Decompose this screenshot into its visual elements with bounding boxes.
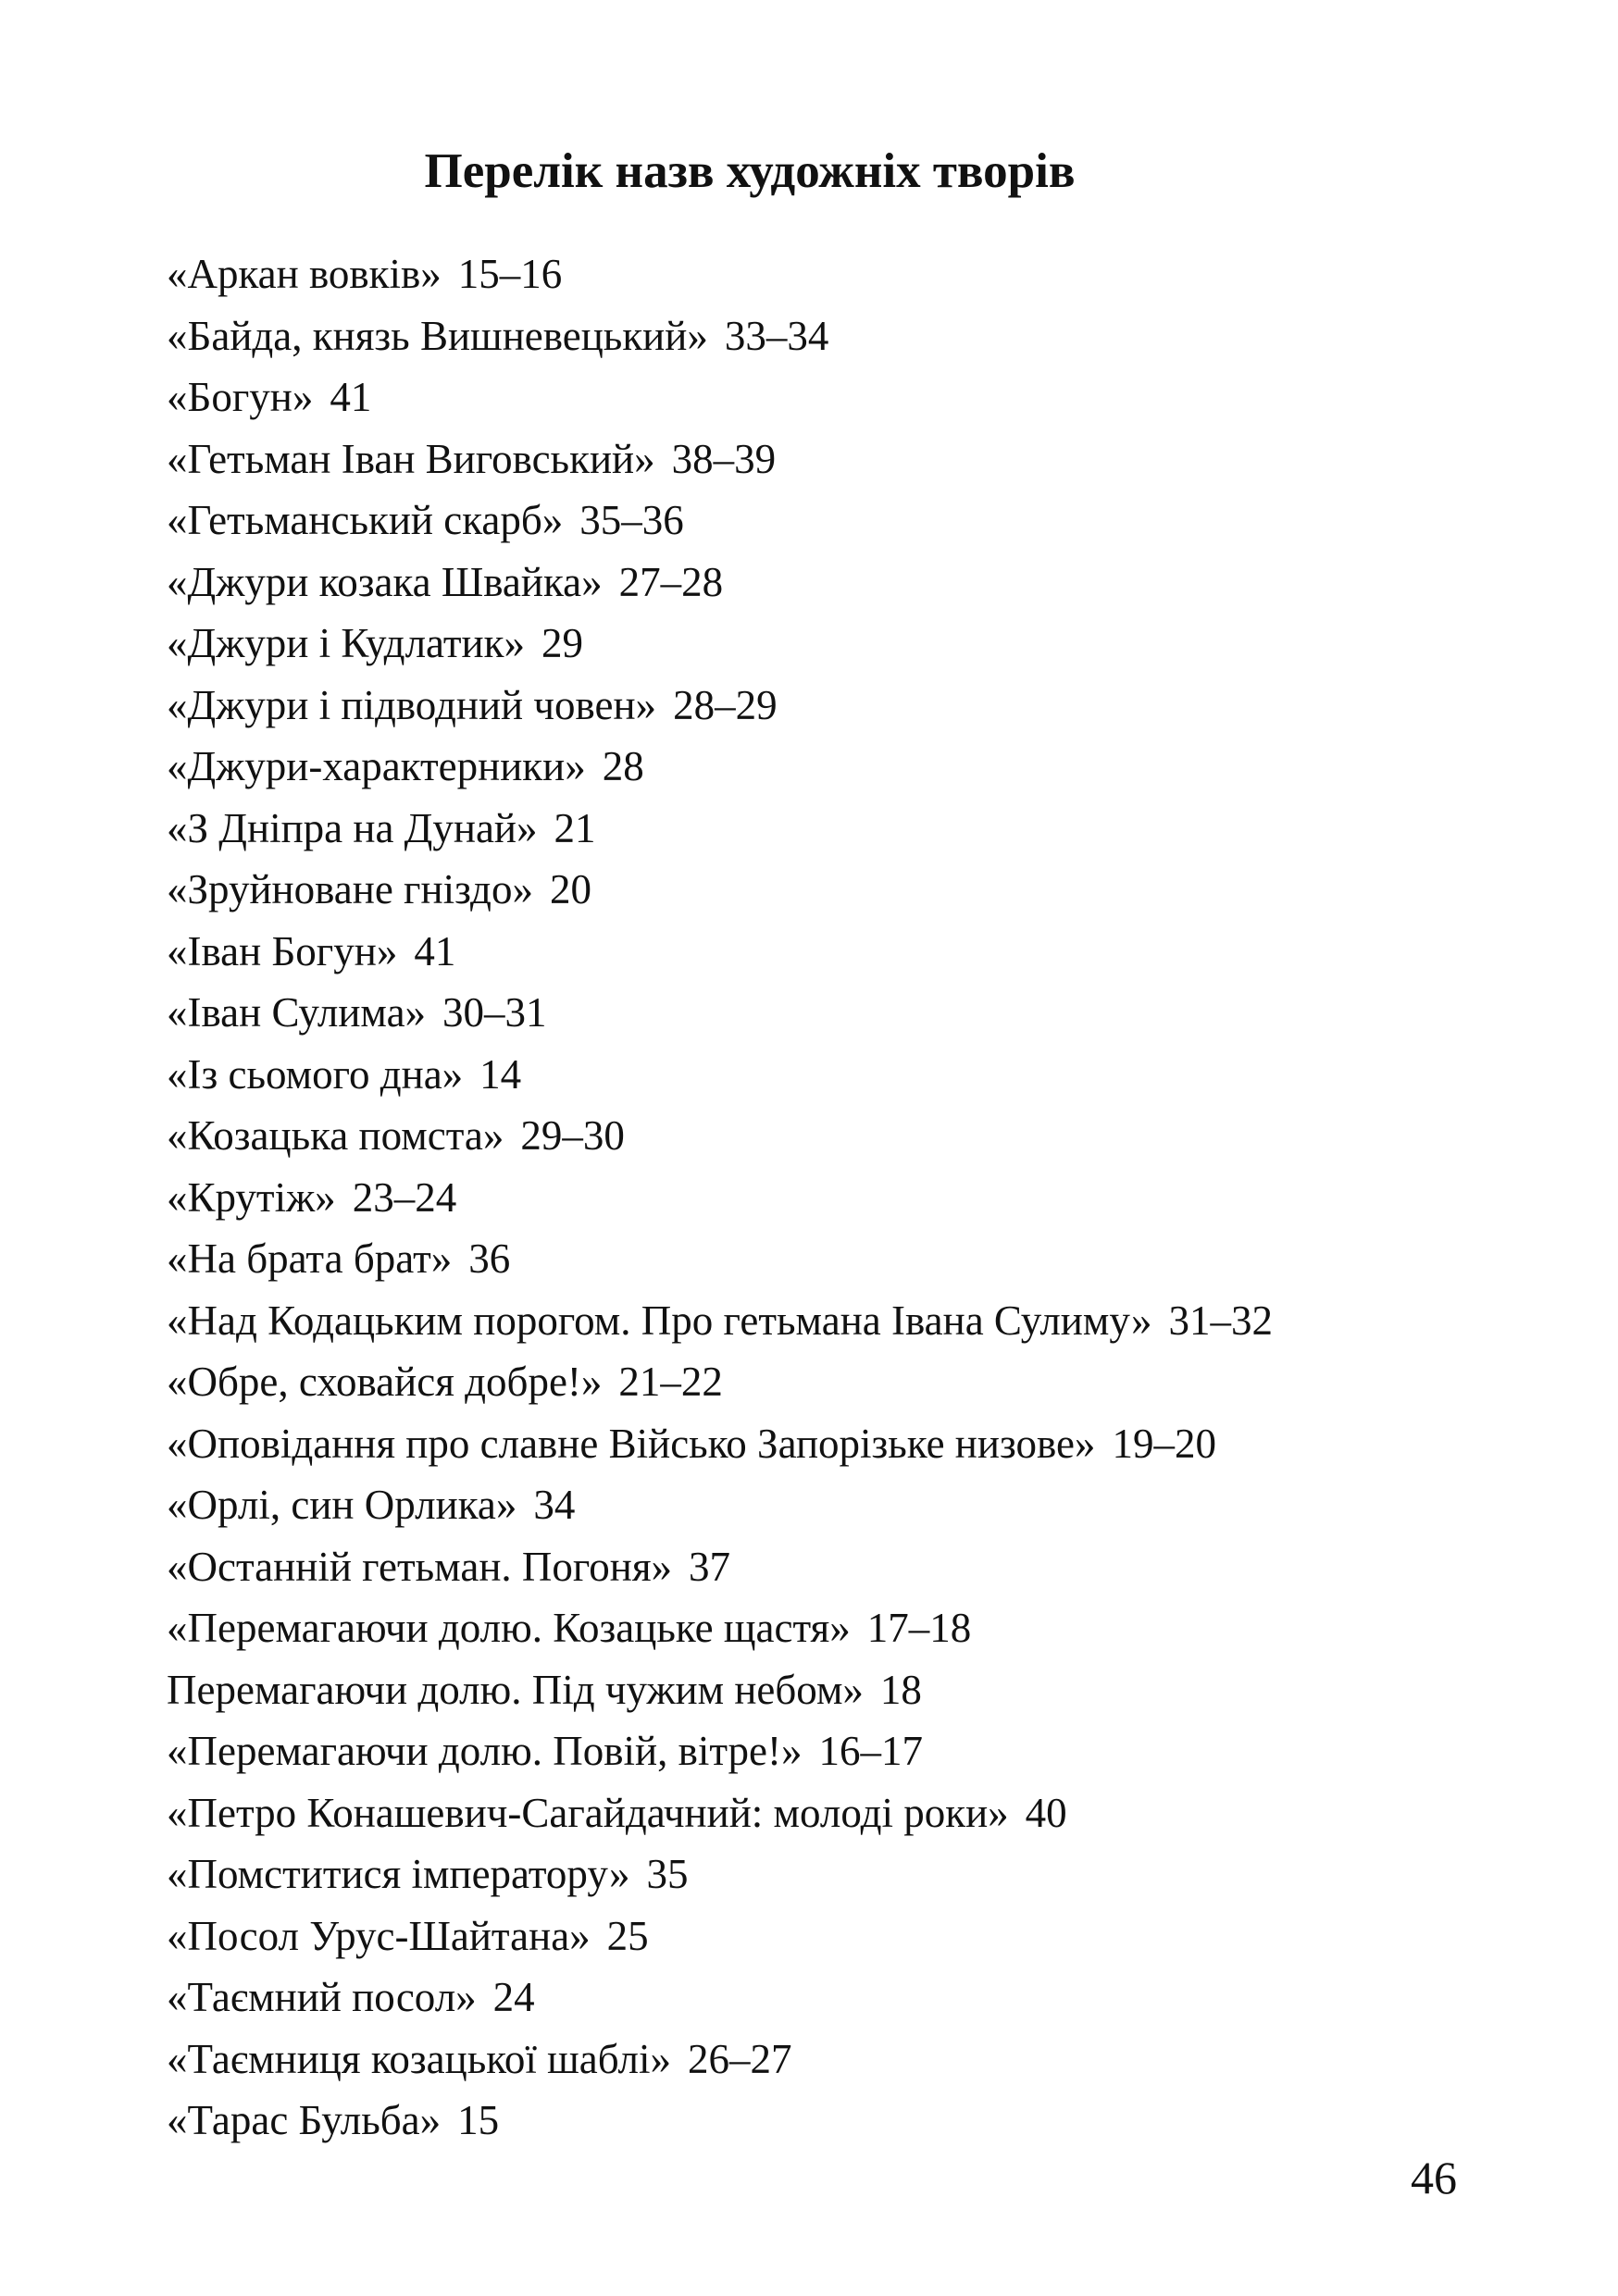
entry-title: «Байда, князь Вишневецький» xyxy=(167,312,708,359)
entry-title: «Оповідання про славне Військо Запорізьке низове» xyxy=(167,1420,1096,1467)
entry-title: «Таємниця козацької шаблі» xyxy=(167,2035,671,2082)
entry-pages: 27–28 xyxy=(618,558,724,605)
list-item xyxy=(167,1228,1273,1290)
entry-pages: 14 xyxy=(479,1050,522,1098)
list-item xyxy=(167,1905,1273,1967)
list-item xyxy=(167,613,1273,675)
entry-pages: 15 xyxy=(457,2097,500,2143)
list-item xyxy=(167,1167,1273,1229)
list-item xyxy=(167,1351,1273,1413)
entry-title: «Джури і підводний човен» xyxy=(167,681,657,728)
entry-pages: 41 xyxy=(330,374,372,420)
list-item xyxy=(167,1413,1273,1475)
list-item xyxy=(167,1597,1273,1659)
entry-title: «Над Кодацьким порогом. Про гетьмана Івана Сулиму» xyxy=(167,1297,1152,1344)
entry-title: «Зруйноване гніздо» xyxy=(167,866,533,912)
entry-title: «Петро Конашевич-Сагайдачний: молоді роки» xyxy=(167,1789,1009,1836)
entry-title: Перемагаючи долю. Під чужим небом» xyxy=(167,1666,864,1713)
entry-pages: 23–24 xyxy=(352,1173,457,1221)
list-item xyxy=(167,1782,1273,1844)
list-item xyxy=(167,1536,1273,1598)
entry-pages: 29 xyxy=(541,620,583,666)
entry-pages: 19–20 xyxy=(1112,1420,1216,1467)
entry-pages: 31–32 xyxy=(1168,1297,1273,1344)
entry-pages: 28–29 xyxy=(673,681,778,728)
entry-title: «З Дніпра на Дунай» xyxy=(167,804,538,851)
entry-pages: 41 xyxy=(414,927,456,974)
entry-pages: 16–17 xyxy=(818,1728,924,1774)
entry-title: «Тарас Бульба» xyxy=(167,2097,442,2143)
list-item xyxy=(167,1967,1273,2029)
entry-pages: 21 xyxy=(554,804,596,851)
entry-pages: 20 xyxy=(549,866,591,912)
list-item xyxy=(167,2029,1273,2091)
list-item xyxy=(167,1474,1273,1536)
entry-title: «Помститися імператору» xyxy=(167,1851,630,1897)
entry-pages: 35–36 xyxy=(579,497,684,543)
entry-title: «Обре, сховайся добре!» xyxy=(167,1359,603,1405)
entry-pages: 30–31 xyxy=(442,989,547,1036)
list-item xyxy=(167,798,1273,860)
entry-pages: 38–39 xyxy=(671,435,777,482)
entry-title: «Аркан вовків» xyxy=(167,251,442,297)
list-item xyxy=(167,859,1273,921)
entry-title: «Таємний посол» xyxy=(167,1974,477,2020)
entry-title: «Гетьман Іван Виговський» xyxy=(167,435,655,482)
list-item xyxy=(167,2090,1273,2152)
entry-pages: 25 xyxy=(606,1912,649,1959)
list-item xyxy=(167,1720,1273,1782)
entry-pages: 24 xyxy=(492,1974,535,2020)
entry-pages: 21–22 xyxy=(618,1359,723,1405)
list-item xyxy=(167,552,1273,614)
entry-title: «Іван Богун» xyxy=(167,927,398,974)
entry-title: «Козацька помста» xyxy=(167,1112,504,1159)
entry-title: «Іван Сулима» xyxy=(167,989,427,1036)
entry-title: «Із сьомого дна» xyxy=(167,1050,464,1098)
works-index-list xyxy=(167,243,1273,2152)
list-item xyxy=(167,675,1273,737)
entry-pages: 34 xyxy=(533,1482,576,1528)
entry-pages: 36 xyxy=(468,1235,511,1282)
entry-pages: 17–18 xyxy=(866,1605,972,1651)
list-item xyxy=(167,428,1273,490)
entry-pages: 15–16 xyxy=(457,251,563,297)
list-item xyxy=(167,1659,1273,1721)
list-item xyxy=(167,305,1273,367)
list-item xyxy=(167,366,1273,428)
entry-title: «Богун» xyxy=(167,374,314,420)
entry-title: «Перемагаючи долю. Повій, вітре!» xyxy=(167,1728,803,1774)
entry-pages: 33–34 xyxy=(724,312,829,359)
list-item xyxy=(167,736,1273,798)
entry-pages: 37 xyxy=(689,1543,731,1590)
list-item xyxy=(167,490,1273,552)
entry-pages: 29–30 xyxy=(520,1112,625,1159)
entry-title: «Крутіж» xyxy=(167,1173,336,1221)
list-item xyxy=(167,1044,1273,1106)
entry-title: «Джури-характерники» xyxy=(167,743,586,789)
entry-title: «Джури козака Швайка» xyxy=(167,558,603,605)
entry-pages: 28 xyxy=(602,743,644,789)
entry-title: «Останній гетьман. Погоня» xyxy=(167,1543,673,1590)
entry-title: «Орлі, син Орлика» xyxy=(167,1482,517,1528)
entry-title: «На брата брат» xyxy=(167,1235,453,1282)
entry-title: «Перемагаючи долю. Козацьке щастя» xyxy=(167,1605,851,1651)
list-item xyxy=(167,1843,1273,1905)
entry-title: «Гетьманський скарб» xyxy=(167,497,564,543)
list-item xyxy=(167,1105,1273,1167)
page-number: 46 xyxy=(1411,2152,1457,2203)
list-item xyxy=(167,1290,1273,1352)
entry-pages: 18 xyxy=(879,1666,922,1713)
entry-pages: 26–27 xyxy=(687,2035,792,2082)
list-item xyxy=(167,921,1273,983)
list-item xyxy=(167,243,1273,305)
entry-title: «Посол Урус-Шайтана» xyxy=(167,1912,591,1959)
list-item xyxy=(167,982,1273,1044)
entry-pages: 35 xyxy=(646,1851,689,1897)
entry-title: «Джури і Кудлатик» xyxy=(167,620,525,666)
page-title: Перелік назв художніх творів xyxy=(424,144,1076,198)
entry-pages: 40 xyxy=(1025,1789,1067,1836)
